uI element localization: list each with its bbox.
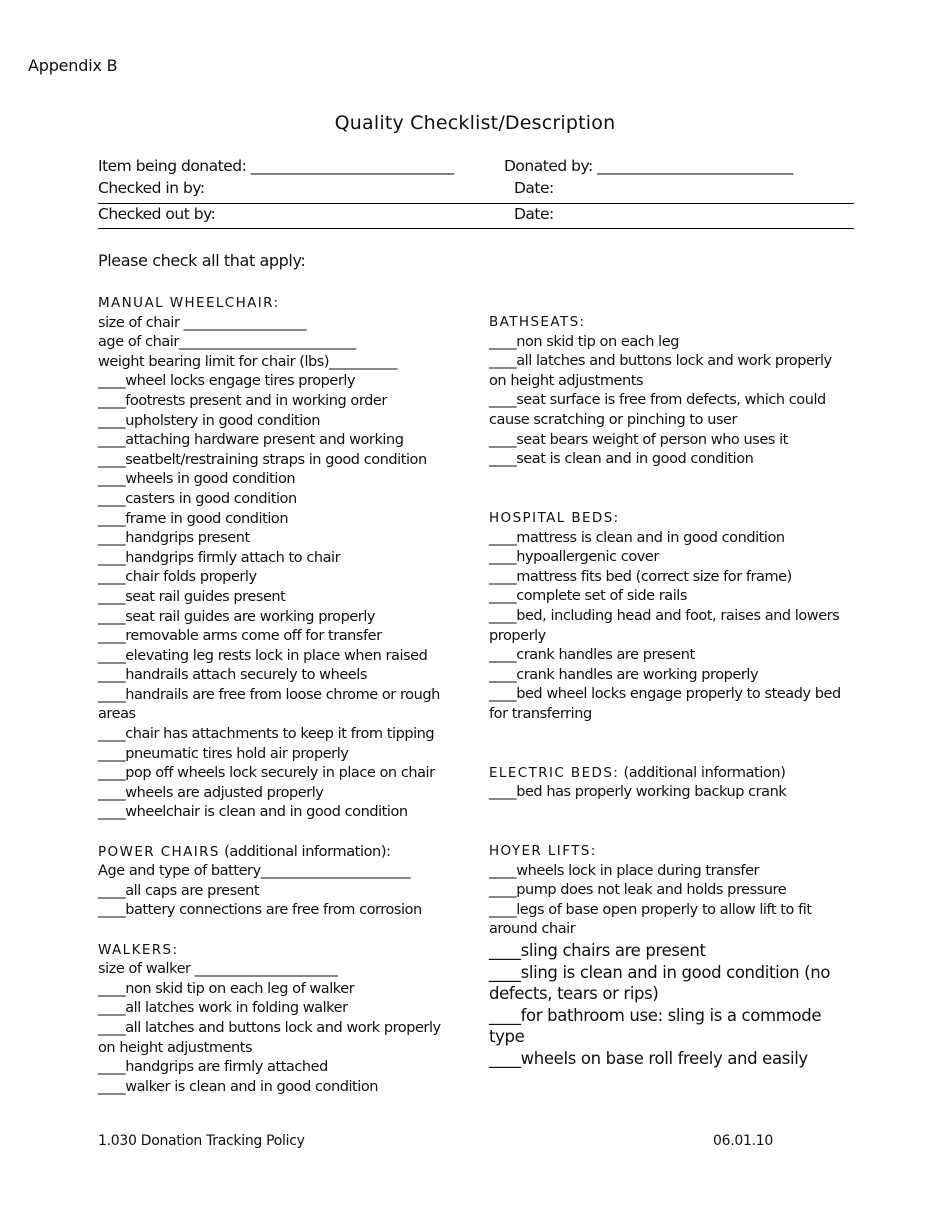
checklist-item: around chair <box>489 921 576 938</box>
checklist-item: ____all caps are present <box>98 882 260 899</box>
section-title: MANUAL WHEELCHAIR: <box>98 295 280 311</box>
footer-date: 06.01.10 <box>713 1133 773 1149</box>
checklist-item: ____non skid tip on each leg of walker <box>98 980 355 997</box>
checklist-item: ____wheel locks engage tires properly <box>98 373 356 390</box>
checklist-item: ____walker is clean and in good condition <box>98 1078 379 1095</box>
section-title <box>98 843 466 863</box>
checklist-item: ____mattress is clean and in good condition <box>489 529 785 546</box>
checklist-item: ____handgrips firmly attach to chair <box>98 549 341 566</box>
checklist-item: ____crank handles are working properly <box>489 666 759 683</box>
checklist-item: weight bearing limit for chair (lbs)__________ <box>98 353 398 370</box>
item-donated-field: Item being donated: ____________________________ <box>98 157 454 175</box>
checklist-item: ____hypoallergenic cover <box>489 549 659 566</box>
checklist-item: ____wheelchair is clean and in good condition <box>98 804 408 821</box>
checklist-item: ____handgrips are firmly attached <box>98 1059 328 1076</box>
section-electric-beds <box>489 764 857 803</box>
section-note: (additional information) <box>619 764 786 781</box>
header-row-checked-in <box>98 179 854 201</box>
checklist-item: ____sling chairs are present <box>489 941 706 960</box>
checked-out-by-field: Checked out by: <box>98 205 216 223</box>
checklist-item: ____wheels on base roll freely and easily <box>489 1048 808 1068</box>
checklist-item: ____wheels lock in place during transfer <box>489 862 760 879</box>
header-row-checked-out <box>98 203 854 229</box>
checklist-item: size of walker _____________________ <box>98 961 338 978</box>
checklist-item: ____bed has properly working backup crank <box>489 784 787 801</box>
checklist-item: ____footrests present and in working order <box>98 392 387 409</box>
checklist-item: ____sling is clean and in good condition (no <box>489 962 831 982</box>
checklist-item: Age and type of battery______________________ <box>98 863 411 880</box>
checklist-item: ____chair has attachments to keep it from tipping <box>98 726 435 743</box>
checklist-item: defects, tears or rips) <box>489 984 659 1003</box>
checklist-item: ____chair folds properly <box>98 569 257 586</box>
checklist-item: ____seat rail guides are working properly <box>98 608 376 625</box>
left-column <box>98 294 466 1117</box>
section-title: BATHSEATS: <box>489 314 586 330</box>
page-title: Quality Checklist/Description <box>334 112 616 134</box>
checklist-item: age of chair__________________________ <box>98 334 356 351</box>
checklist-item: ____attaching hardware present and working <box>98 432 404 449</box>
section-hospital-beds <box>489 509 857 725</box>
section-power-chairs <box>98 843 466 921</box>
checklist-item: areas <box>98 706 136 723</box>
checklist-item: ____removable arms come off for transfer <box>98 628 382 645</box>
checklist-item: ____all latches and buttons lock and work properly <box>489 353 832 370</box>
checklist-item: for transferring <box>489 705 592 722</box>
section-title: HOYER LIFTS: <box>489 843 597 860</box>
checklist-item: ____seat bears weight of person who uses it <box>489 431 788 448</box>
checklist-item: on height adjustments <box>98 1039 253 1056</box>
section-hoyer-lifts <box>489 842 857 1069</box>
checklist-item: ____seat rail guides present <box>98 588 286 605</box>
checklist-item: ____seat is clean and in good condition <box>489 451 754 468</box>
checklist-item: ____all latches and buttons lock and work properly <box>98 1019 441 1036</box>
checklist-item: ____pump does not leak and holds pressure <box>489 882 787 899</box>
section-manual-wheelchair <box>98 294 466 823</box>
checklist-item: ____upholstery in good condition <box>98 412 321 429</box>
checklist-item: ____bed wheel locks engage properly to steady bed <box>489 686 841 703</box>
checklist-item: ____frame in good condition <box>98 510 289 527</box>
checklist-item: ____pneumatic tires hold air properly <box>98 745 349 762</box>
checklist-item: ____mattress fits bed (correct size for frame) <box>489 568 792 585</box>
section-note: (additional information): <box>219 843 391 860</box>
section-walkers <box>98 941 466 1098</box>
appendix-label: Appendix B <box>28 56 118 75</box>
section-title: WALKERS: <box>98 941 179 958</box>
checked-in-by-field: Checked in by: <box>98 179 205 197</box>
checklist-item: properly <box>489 627 546 644</box>
section-title-text: ELECTRIC BEDS: <box>489 764 620 781</box>
checklist-item: ____seat surface is free from defects, which could <box>489 392 826 409</box>
checklist-item: ____complete set of side rails <box>489 588 687 605</box>
checklist-item: ____seatbelt/restraining straps in good condition <box>98 451 427 468</box>
instructions: Please check all that apply: <box>98 251 306 270</box>
checklist-item: size of chair __________________ <box>98 314 307 331</box>
right-column <box>489 313 857 1089</box>
section-title-text: POWER CHAIRS <box>98 843 220 860</box>
checklist-item: cause scratching or pinching to user <box>489 411 738 428</box>
checklist-item: ____wheels in good condition <box>98 471 296 488</box>
donated-by-field: Donated by: ___________________________ <box>504 157 793 175</box>
checklist-item: ____handgrips present <box>98 530 250 547</box>
checklist-item: ____casters in good condition <box>98 490 297 507</box>
footer-policy: 1.030 Donation Tracking Policy <box>98 1133 305 1149</box>
section-title: HOSPITAL BEDS: <box>489 509 620 526</box>
checklist-item: ____all latches work in folding walker <box>98 1000 348 1017</box>
checklist-item: ____crank handles are present <box>489 647 695 664</box>
checked-out-date-field: Date: <box>514 205 554 223</box>
checklist-item: ____wheels are adjusted properly <box>98 784 324 801</box>
checklist-item: ____bed, including head and foot, raises and lowers <box>489 607 840 624</box>
checklist-item: ____legs of base open properly to allow lift to fit <box>489 901 812 918</box>
checklist-item: ____handrails attach securely to wheels <box>98 667 367 684</box>
checklist-item: on height adjustments <box>489 372 644 389</box>
checklist-item: ____non skid tip on each leg <box>489 333 679 350</box>
checked-in-date-field: Date: <box>514 179 554 197</box>
checklist-item: ____for bathroom use: sling is a commode type <box>489 1005 822 1046</box>
header-row-donated <box>98 157 854 177</box>
checklist-item: ____handrails are free from loose chrome or rough <box>98 686 440 703</box>
section-bathseats <box>489 313 857 470</box>
checklist-item: ____pop off wheels lock securely in place on chair <box>98 765 435 782</box>
checklist-item: ____elevating leg rests lock in place when raised <box>98 647 428 664</box>
section-title <box>489 764 857 784</box>
checklist-item: ____battery connections are free from corrosion <box>98 902 422 919</box>
